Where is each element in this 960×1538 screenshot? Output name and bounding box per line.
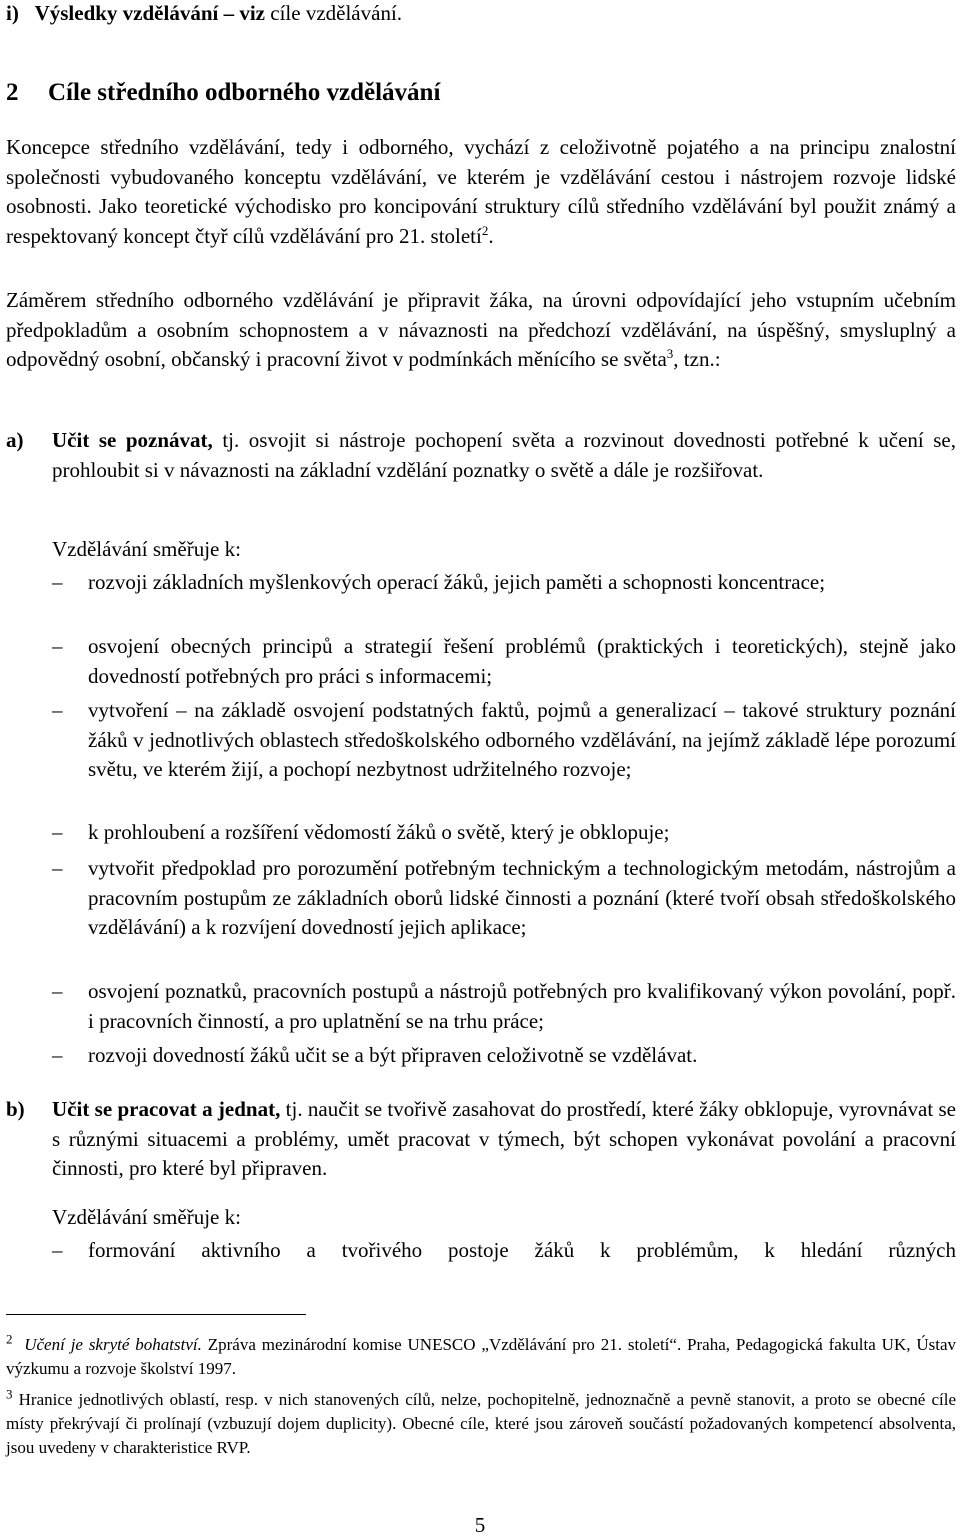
section-heading [6, 79, 440, 107]
list-item [52, 854, 956, 943]
list-item-text: vytvořit předpoklad pro porozumění potřebným technickým a technologickým metodám, nástrojům a pracovním postupům ze základních oborů lidské činnosti a poznání (které tvoří obsah středoškolského vzdělávání) a k rozvíjení dovedností jejich aplikace; [88, 856, 956, 939]
goal-a-intro: Vzdělávání směřuje k: [52, 537, 241, 561]
list-item [52, 632, 956, 691]
list-item [52, 568, 956, 598]
dash-bullet: – [52, 634, 63, 658]
top-item-rest: cíle vzdělávání. [265, 1, 403, 25]
dash-bullet: – [52, 856, 63, 880]
paragraph-aim [6, 286, 956, 375]
paragraph-concept [6, 133, 956, 251]
page-number: 5 [474, 1513, 486, 1537]
goal-b-letter: b) [6, 1097, 25, 1121]
list-item-text: osvojení obecných principů a strategií řešení problémů (praktických i teoretických), stejně jako dovedností potřebných pro práci s informacemi; [88, 634, 956, 688]
list-item [52, 1041, 956, 1071]
dash-bullet: – [52, 1043, 63, 1067]
top-item-bold-text: Výsledky vzdělávání – viz [34, 1, 266, 25]
list-item-text: rozvoji základních myšlenkových operací žáků, jejich paměti a schopnosti koncentrace; [88, 570, 826, 594]
footnote-3 [6, 1388, 956, 1460]
list-item [52, 696, 956, 785]
goal-a [6, 426, 956, 485]
footnote-ref: 3 [666, 346, 674, 361]
footnote-ref: 2 [481, 222, 489, 238]
list-item-text: k prohloubení a rozšíření vědomostí žáků o světě, který je obklopuje; [88, 820, 670, 844]
paragraph-concept-text: Koncepce středního vzdělávání, tedy i odborného, vychází z celoživotně pojatého a na principu znalostní společnosti vybudovaného konceptu vzdělávání, ve kterém je vzdělávání cestou i nástrojem rozvoje lidské osobnosti. Jako teoretické východisko pro koncipování struktury cílů středního vzdělávání byl použit známý a respektovaný koncept čtyř cílů vzdělávání pro 21. století [6, 135, 956, 248]
footnote-number: 2 [6, 1331, 13, 1347]
list-item-text: rozvoji dovedností žáků učit se a být připraven celoživotně se vzdělávat. [88, 1043, 698, 1067]
goal-b-intro: Vzdělávání směřuje k: [52, 1205, 241, 1229]
goal-b [6, 1095, 956, 1184]
dash-bullet: – [52, 820, 63, 844]
footnote-2-title: Učení je skryté bohatství. [24, 1335, 202, 1354]
section-number: 2 [6, 79, 19, 106]
goal-a-bold: Učit se poznávat, [52, 428, 213, 452]
footnote-3-text: Hranice jednotlivých oblastí, resp. v nich stanovených cílů, nelze, pochopitelně, jednoznačně a pevně stanovit, a proto se obecné cíle místy překrývají či prolínají (vzbuzují dojem duplicity). Obecné cíle, které jsou zároveň součástí požadovaných kompetencí absolventa, jsou uvedeny v charakteristice RVP. [6, 1390, 956, 1457]
paragraph-concept-end: . [488, 223, 494, 248]
list-item [52, 977, 956, 1036]
footnote-2-text: Zpráva mezinárodní komise UNESCO „Vzdělávání pro 21. století“. Praha, Pedagogická fakulta UK, Ústav výzkumu a rozvoje školství 1997. [6, 1335, 956, 1378]
paragraph-aim-text: Záměrem středního odborného vzdělávání je připravit žáka, na úrovni odpovídající jeho vstupním učebním předpokladům a osobním schopnostem a v návaznosti na předchozí vzdělávání, na úspěšný, smysluplný a odpovědný osobní, občanský i pracovní život v podmínkách měnícího se světa [6, 288, 956, 371]
list-item-text: formování aktivního a tvořivého postoje žáků k problémům, k hledání různých [88, 1238, 956, 1262]
footnote-separator [6, 1314, 306, 1315]
footnote-number: 3 [6, 1386, 13, 1402]
goal-b-bold: Učit se pracovat a jednat, [52, 1097, 281, 1121]
top-item [6, 0, 402, 26]
footnote-2 [6, 1333, 956, 1381]
section-title: Cíle středního odborného vzdělávání [48, 79, 441, 106]
paragraph-aim-end: , tzn.: [673, 347, 721, 371]
list-item-text: osvojení poznatků, pracovních postupů a nástrojů potřebných pro kvalifikovaný výkon povolání, popř. i pracovních činností, a pro uplatnění se na trhu práce; [88, 979, 956, 1033]
dash-bullet: – [52, 698, 63, 722]
goal-b-text: tj. naučit se tvořivě zasahovat do prostředí, které žáky obklopuje, vyrovnávat se s různými situacemi a problémy, umět pracovat v týmech, být schopen vykonávat povolání a pracovní činnosti, pro které byl připraven. [52, 1097, 956, 1180]
list-item-text: vytvoření – na základě osvojení podstatných faktů, pojmů a generalizací – takové struktury poznání žáků v jednotlivých oblastech středoškolského odborného vzdělávání, na jejímž základě lépe porozumí světu, ve kterém žijí, a pochopí nezbytnost udržitelného rozvoje; [88, 698, 956, 781]
goal-a-letter: a) [6, 428, 24, 452]
dash-bullet: – [52, 1238, 63, 1262]
list-item [52, 818, 956, 848]
top-item-label: i) [6, 1, 19, 25]
dash-bullet: – [52, 979, 63, 1003]
list-item [52, 1236, 956, 1266]
dash-bullet: – [52, 570, 63, 594]
goal-a-text: tj. osvojit si nástroje pochopení světa a rozvinout dovednosti potřebné k učení se, prohloubit si v návaznosti na základní vzdělání poznatky o světě a dále je rozšiřovat. [52, 428, 957, 482]
